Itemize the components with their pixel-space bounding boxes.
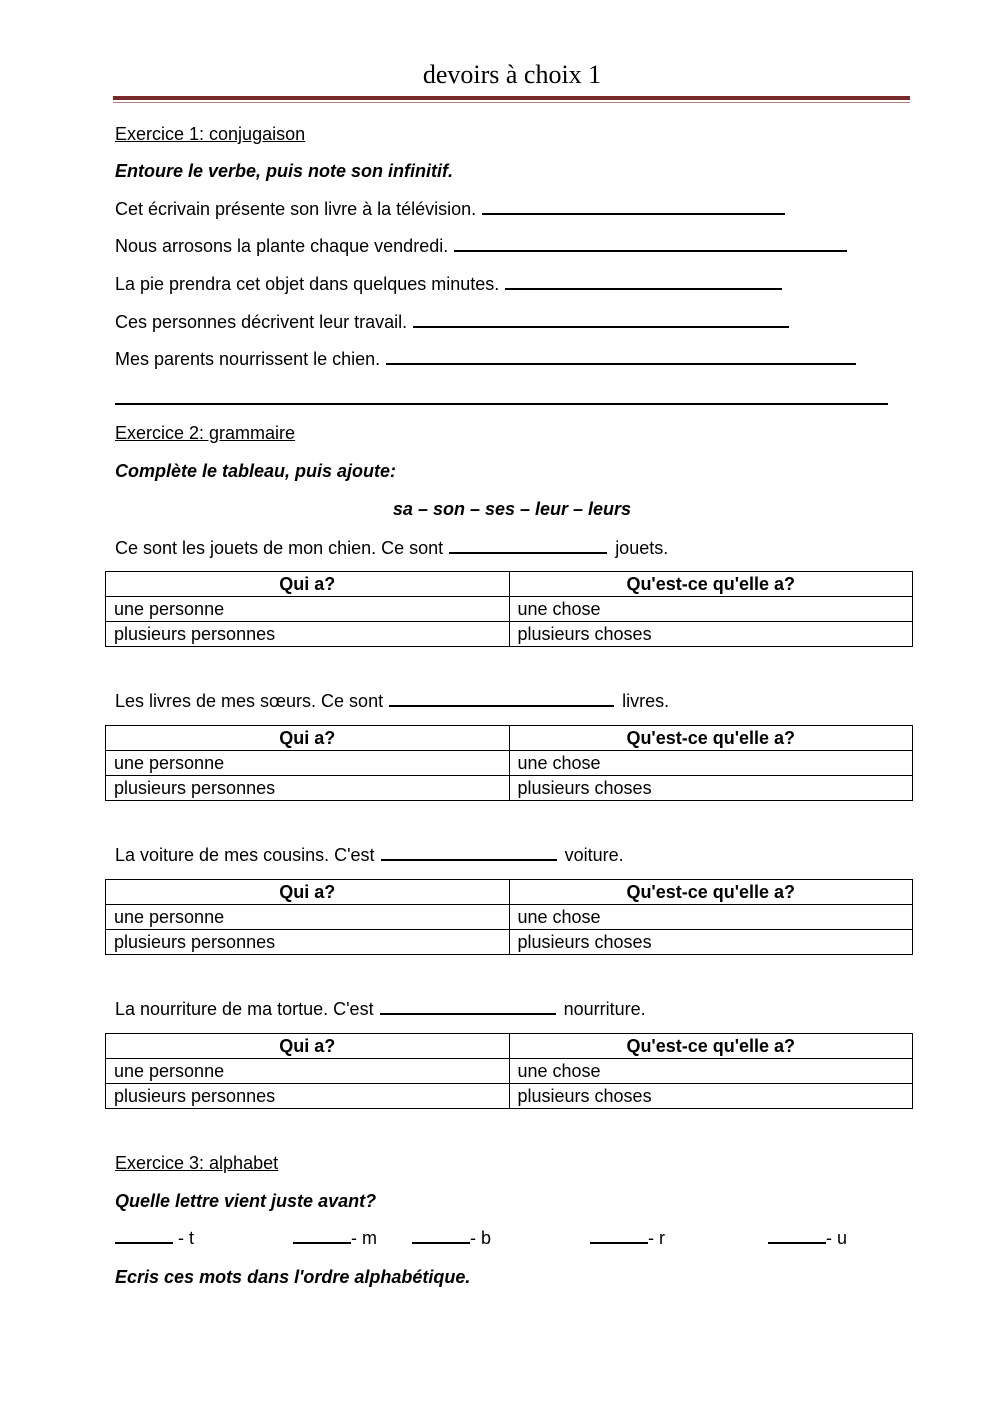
answer-blank[interactable] <box>590 1228 648 1244</box>
table-header: Qu'est-ce qu'elle a? <box>509 726 913 751</box>
ex2-item <box>115 844 624 866</box>
possessive-table <box>105 725 913 801</box>
letter-item <box>768 1228 847 1249</box>
ex1-sentence <box>115 273 782 295</box>
ex1-heading: Exercice 1: conjugaison <box>115 124 306 144</box>
table-cell[interactable]: plusieurs choses <box>509 1084 913 1109</box>
title-rule <box>113 96 910 100</box>
answer-blank[interactable] <box>505 274 782 290</box>
title-rule-thin <box>113 102 910 103</box>
item-after: voiture. <box>564 845 624 865</box>
answer-blank[interactable] <box>381 845 557 861</box>
table-cell[interactable]: une chose <box>509 597 913 622</box>
table-cell[interactable]: une personne <box>106 751 510 776</box>
possessive-table <box>105 879 913 955</box>
item-before: La nourriture de ma tortue. C'est <box>115 999 374 1019</box>
answer-blank[interactable] <box>413 312 789 328</box>
ex3-heading: Exercice 3: alphabet <box>115 1153 279 1173</box>
possessive-table <box>105 1033 913 1109</box>
answer-blank[interactable] <box>380 999 556 1015</box>
table-header: Qui a? <box>106 1034 510 1059</box>
table-header: Qui a? <box>106 572 510 597</box>
letter-label: - r <box>648 1228 665 1248</box>
letter-item <box>412 1228 491 1249</box>
answer-blank[interactable] <box>454 236 847 252</box>
item-after: jouets. <box>615 538 669 558</box>
ex3-instruction: Quelle lettre vient juste avant? <box>115 1191 377 1211</box>
ex2-item <box>115 998 646 1020</box>
table-cell[interactable]: plusieurs choses <box>509 930 913 955</box>
table-cell[interactable]: une chose <box>509 751 913 776</box>
table-cell[interactable]: plusieurs choses <box>509 622 913 647</box>
answer-blank[interactable] <box>386 349 856 365</box>
ex2-item <box>115 537 668 559</box>
table-header: Qui a? <box>106 880 510 905</box>
table-header: Qu'est-ce qu'elle a? <box>509 572 913 597</box>
table-cell[interactable]: plusieurs personnes <box>106 776 510 801</box>
page-title: devoirs à choix 1 <box>422 60 602 89</box>
letter-label: - u <box>826 1228 848 1248</box>
item-after: livres. <box>622 691 670 711</box>
letter-label: - t <box>178 1228 195 1248</box>
item-after: nourriture. <box>563 999 646 1019</box>
table-cell[interactable]: plusieurs choses <box>509 776 913 801</box>
ex1-sentence <box>115 348 856 370</box>
table-cell[interactable]: plusieurs personnes <box>106 622 510 647</box>
sentence-text: Mes parents nourrissent le chien. <box>115 349 381 369</box>
answer-blank[interactable] <box>482 199 785 215</box>
table-header: Qu'est-ce qu'elle a? <box>509 880 913 905</box>
letter-item <box>590 1228 665 1249</box>
table-cell[interactable]: une chose <box>509 1059 913 1084</box>
sentence-text: La pie prendra cet objet dans quelques minutes. <box>115 274 500 294</box>
table-cell[interactable]: plusieurs personnes <box>106 930 510 955</box>
table-header: Qu'est-ce qu'elle a? <box>509 1034 913 1059</box>
item-before: La voiture de mes cousins. C'est <box>115 845 375 865</box>
answer-blank[interactable] <box>768 1228 826 1244</box>
answer-blank[interactable] <box>449 538 607 554</box>
item-before: Ce sont les jouets de mon chien. Ce sont <box>115 538 444 558</box>
ex1-sentence <box>115 235 847 257</box>
sentence-text: Cet écrivain présente son livre à la télévision. <box>115 199 477 219</box>
answer-blank[interactable] <box>389 691 614 707</box>
table-cell[interactable]: une personne <box>106 1059 510 1084</box>
table-cell[interactable]: une personne <box>106 597 510 622</box>
ex2-instruction: Complète le tableau, puis ajoute: <box>115 461 397 481</box>
sentence-text: Ces personnes décrivent leur travail. <box>115 312 408 332</box>
table-cell[interactable]: plusieurs personnes <box>106 1084 510 1109</box>
ex1-sentence <box>115 311 789 333</box>
answer-blank[interactable] <box>412 1228 470 1244</box>
ex1-instruction: Entoure le verbe, puis note son infinitif. <box>115 161 454 181</box>
item-before: Les livres de mes sœurs. Ce sont <box>115 691 384 711</box>
ex2-heading: Exercice 2: grammaire <box>115 423 296 443</box>
ex1-sentence <box>115 198 785 220</box>
letter-label: - m <box>351 1228 377 1248</box>
table-cell[interactable]: une personne <box>106 905 510 930</box>
possessive-table <box>105 571 913 647</box>
word-list: sa – son – ses – leur – leurs <box>392 499 632 519</box>
letter-item <box>115 1228 194 1249</box>
sentence-text: Nous arrosons la plante chaque vendredi. <box>115 236 449 256</box>
letter-label: - b <box>470 1228 492 1248</box>
answer-blank[interactable] <box>293 1228 351 1244</box>
section-divider <box>115 403 888 405</box>
ex3-instruction-2: Ecris ces mots dans l'ordre alphabétique. <box>115 1267 471 1287</box>
answer-blank[interactable] <box>115 1228 173 1244</box>
letter-item <box>293 1228 377 1249</box>
ex2-item <box>115 690 669 712</box>
table-cell[interactable]: une chose <box>509 905 913 930</box>
table-header: Qui a? <box>106 726 510 751</box>
